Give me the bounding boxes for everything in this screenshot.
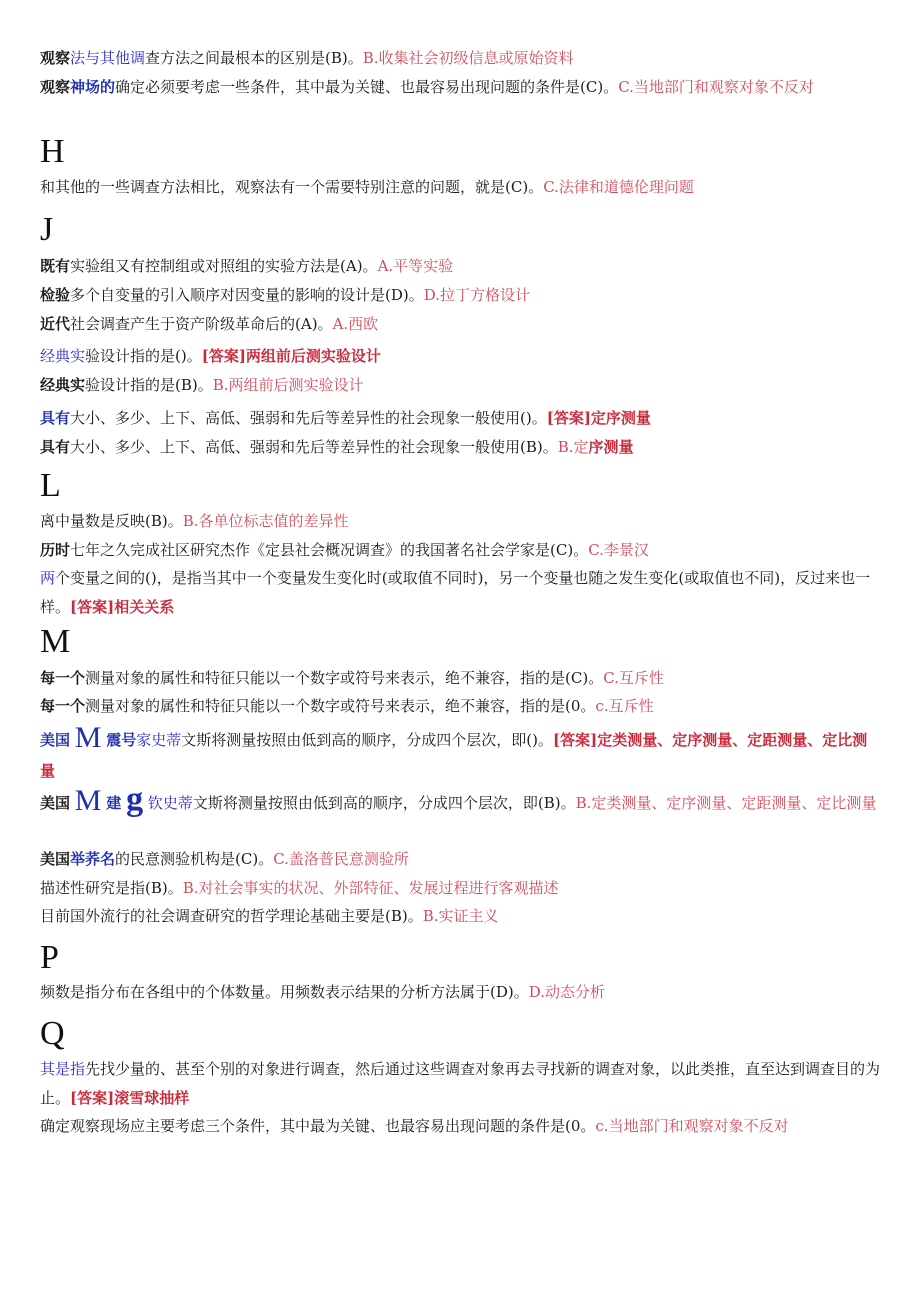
q4-lead: 既有	[40, 257, 71, 275]
q5-lead: 检验	[40, 286, 71, 304]
q2-lead: 观察	[40, 78, 71, 96]
q16-lead: 美国	[40, 731, 71, 749]
section-letter-l: L	[40, 467, 61, 504]
q2-blue: 神场的	[70, 78, 116, 96]
section-letter-m: M	[40, 623, 71, 660]
question-14	[40, 664, 882, 693]
q4-question: 实验组又有控制组或对照组的实验方法是(A)。	[70, 257, 378, 275]
question-6	[40, 310, 882, 339]
q20-question: 目前国外流行的社会调查研究的哲学理论基础主要是(B)。	[40, 907, 423, 925]
q18-answer: C.盖洛普民意测验所	[273, 850, 409, 868]
q6-lead: 近代	[40, 315, 71, 333]
q23-question: 确定观察现场应主要考虑三个条件，其中最为关键、也最容易出现问题的条件是(0。	[40, 1117, 596, 1135]
section-letter-q: Q	[40, 1015, 65, 1052]
q3-question: 和其他的一些调查方法相比，观察法有一个需要特别注意的问题，就是(C)。	[40, 178, 544, 196]
q22-question: 先找少量的、甚至个别的对象进行调查，然后通过这些调查对象再去寻找新的调查对象，以此类推，直至达到调查目的为止。	[40, 1060, 881, 1107]
question-3	[40, 173, 882, 202]
q8-lead: 经典实	[40, 376, 86, 394]
question-17	[40, 781, 882, 819]
q16-answer: [答案]定类测量、定序测量、定距测量、定比测量	[40, 731, 868, 780]
question-1	[40, 44, 882, 73]
q4-answer: A.平等实验	[377, 257, 454, 275]
q11-question: 离中量数是反映(B)。	[40, 512, 183, 530]
q9-answer: [答案]定序测量	[546, 409, 651, 427]
q17-answer: B.定类测量、定序测量、定距测量、定比测量	[575, 794, 877, 812]
q18-lead: 美国	[40, 850, 71, 868]
q17-blue: 钦史蒂	[147, 794, 193, 812]
q17-lead: 美国	[40, 794, 71, 812]
q12-question: 七年之久完成社区研究杰作《定县社会概况调查》的我国著名社会学家是(C)。	[70, 541, 589, 559]
q10-answer-prefix: B.定	[557, 438, 589, 456]
q16-question: 文斯将测量按照由低到高的顺序，分成四个层次，即()。	[181, 731, 554, 749]
q1-answer: B.收集社会初级信息或原始资料	[362, 49, 574, 67]
question-5	[40, 281, 882, 310]
question-18	[40, 845, 882, 874]
q2-answer: C.当地部门和观察对象不反对	[618, 78, 814, 96]
q8-answer: B.两组前后测实验设计	[212, 376, 364, 394]
q17-question: 文斯将测量按照由低到高的顺序，分成四个层次，即(B)。	[192, 794, 576, 812]
q20-answer: B.实证主义	[422, 907, 499, 925]
q3-answer: C.法律和道德伦理问题	[543, 178, 694, 196]
q8-question: 验设计指的是(B)。	[85, 376, 213, 394]
q6-question: 社会调查产生于资产阶级革命后的(A)。	[70, 315, 333, 333]
q16-big-m: M	[74, 721, 102, 754]
q14-answer: C.互斥性	[603, 669, 664, 687]
question-20	[40, 902, 882, 931]
q1-lead: 观察	[40, 49, 71, 67]
q13-question: 个变量之间的()，是指当其中一个变量发生变化时(或取值不同时)，另一个变量也随之发生变化(或取值也不同)，反过来也一样。	[40, 569, 871, 616]
q14-question: 测量对象的属性和特征只能以一个数字或符号来表示，绝不兼容，指的是(C)。	[85, 669, 604, 687]
q22-blue: 其是指	[40, 1060, 86, 1078]
question-22	[40, 1055, 882, 1113]
q7-blue: 经典实	[40, 347, 86, 365]
q12-answer: C.李景汉	[588, 541, 649, 559]
question-8	[40, 371, 882, 400]
q19-question: 描述性研究是指(B)。	[40, 879, 183, 897]
q16-bold-blue: 震号	[106, 731, 137, 749]
q5-question: 多个自变量的引入顺序对因变量的影响的设计是(D)。	[70, 286, 424, 304]
section-letter-p: P	[40, 939, 59, 976]
q15-lead: 每一个	[40, 697, 86, 715]
q7-answer: [答案]两组前后测实验设计	[201, 347, 381, 365]
question-13	[40, 564, 882, 622]
q9-lead: 具有	[40, 409, 71, 427]
question-11	[40, 507, 882, 536]
q19-answer: B.对社会事实的状况、外部特征、发展过程进行客观描述	[182, 879, 559, 897]
q1-question: 查方法之间最根本的区别是(B)。	[145, 49, 363, 67]
q17-big-m: M	[74, 784, 102, 817]
q10-answer-bold: 序测量	[588, 438, 634, 456]
q23-answer: c.当地部门和观察对象不反对	[595, 1117, 789, 1135]
q13-blue: 两	[40, 569, 56, 587]
question-10	[40, 433, 882, 462]
q9-question: 大小、多少、上下、高低、强弱和先后等差异性的社会现象一般使用()。	[70, 409, 547, 427]
question-7	[40, 342, 882, 371]
q13-answer: [答案]相关关系	[70, 598, 175, 616]
question-15	[40, 692, 882, 721]
q18-bold-blue: 举荞名	[70, 850, 116, 868]
question-4	[40, 252, 882, 281]
q1-blue: 法与其他调	[70, 49, 146, 67]
question-23	[40, 1112, 882, 1141]
q15-answer: c.互斥性	[595, 697, 654, 715]
q21-answer: D.动态分析	[528, 983, 605, 1001]
q5-answer: D.拉丁方格设计	[423, 286, 531, 304]
question-16	[40, 722, 882, 787]
q18-question: 的民意测验机构是(C)。	[115, 850, 274, 868]
q17-bold-blue: 建	[106, 794, 122, 812]
question-19	[40, 874, 882, 903]
q15-question: 测量对象的属性和特征只能以一个数字或符号来表示，绝不兼容，指的是(0。	[85, 697, 596, 715]
question-9	[40, 404, 882, 433]
section-letter-h: H	[40, 133, 65, 170]
q14-lead: 每一个	[40, 669, 86, 687]
q22-answer: [答案]滚雪球抽样	[70, 1089, 190, 1107]
q2-question: 确定必须要考虑一些条件，其中最为关键、也最容易出现问题的条件是(C)。	[115, 78, 619, 96]
question-2	[40, 73, 882, 102]
q6-answer: A.西欧	[332, 315, 379, 333]
q10-question: 大小、多少、上下、高低、强弱和先后等差异性的社会现象一般使用(B)。	[70, 438, 558, 456]
q10-lead: 具有	[40, 438, 71, 456]
section-letter-j: J	[40, 211, 54, 248]
q17-big-g: g	[126, 781, 144, 818]
q16-blue: 家史蒂	[136, 731, 182, 749]
q21-question: 频数是指分布在各组中的个体数量。用频数表示结果的分析方法属于(D)。	[40, 983, 529, 1001]
q12-lead: 历时	[40, 541, 71, 559]
question-12	[40, 536, 882, 565]
q7-question: 验设计指的是()。	[85, 347, 202, 365]
q11-answer: B.各单位标志值的差异性	[182, 512, 349, 530]
question-21	[40, 978, 882, 1007]
